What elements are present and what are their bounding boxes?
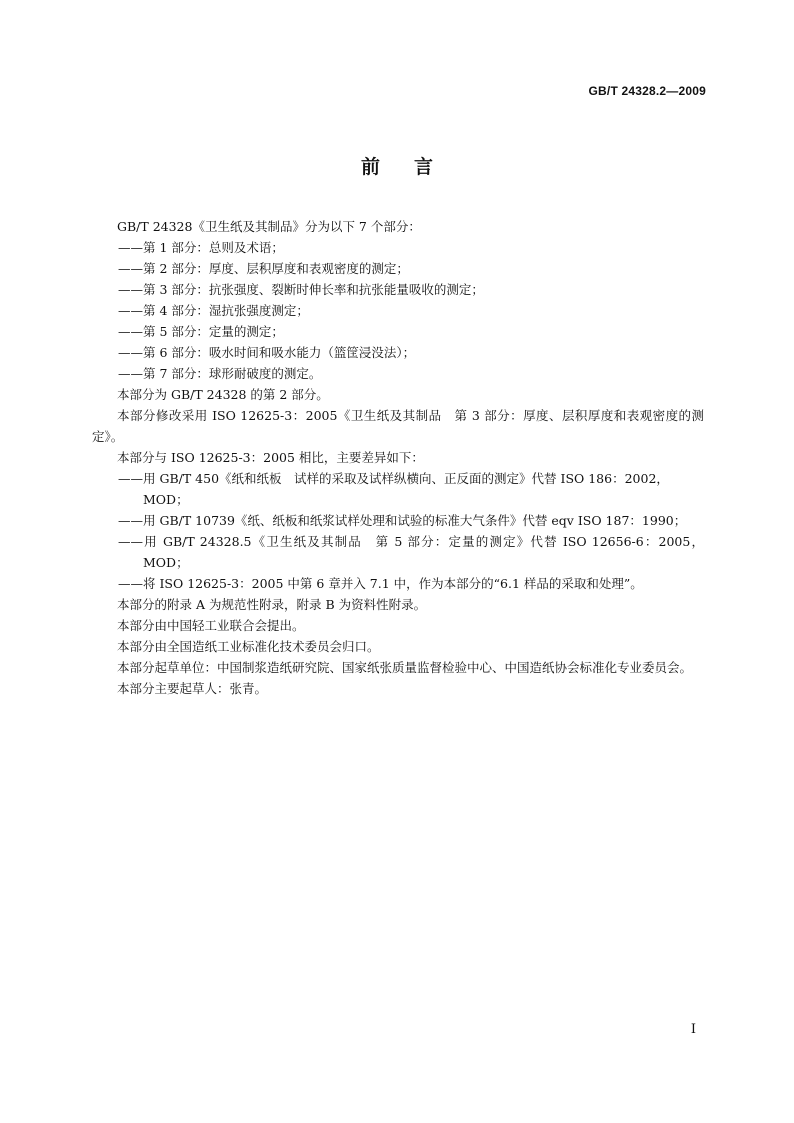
list-item-part-5: ——第 5 部分：定量的测定； [118, 324, 284, 339]
paragraph-differences-intro: 本部分与 ISO 12625-3：2005 相比，主要差异如下： [117, 450, 424, 465]
paragraph-annexes: 本部分的附录 A 为规范性附录，附录 B 为资料性附录。 [117, 597, 427, 612]
paragraph-drafting-units: 本部分起草单位：中国制浆造纸研究院、国家纸张质量监督检验中心、中国造纸协会标准化专业委员会。 [117, 660, 693, 675]
page-title: 前言 [360, 156, 467, 178]
page-number: I [690, 1022, 696, 1037]
list-item-difference-3: ——用 GB/T 24328.5《卫生纸及其制品 第 5 部分：定量的测定》代替 ISO 12656-6：2005，MOD； [118, 534, 704, 570]
list-item-part-3: ——第 3 部分：抗张强度、裂断时伸长率和抗张能量吸收的测定； [118, 282, 484, 297]
list-item-part-2: ——第 2 部分：厚度、层积厚度和表观密度的测定； [118, 261, 409, 276]
list-item-part-7: ——第 7 部分：球形耐破度的测定。 [118, 366, 322, 381]
paragraph-under-jurisdiction: 本部分由全国造纸工业标准化技术委员会归口。 [117, 639, 380, 654]
list-item-part-4: ——第 4 部分：湿抗张强度测定； [118, 303, 309, 318]
standard-number: GB/T 24328.2—2009 [588, 84, 706, 98]
list-item-part-1: ——第 1 部分：总则及术语； [118, 240, 284, 255]
paragraph-adoption: 本部分修改采用 ISO 12625-3：2005《卫生纸及其制品 第 3 部分：厚度、层积厚度和表观密度的测定》。 [92, 408, 704, 444]
list-item-difference-1: ——用 GB/T 450《纸和纸板 试样的采取及试样纵横向、正反面的测定》代替 ISO 186：2002，MOD； [118, 471, 669, 507]
list-item-part-6: ——第 6 部分：吸水时间和吸水能力（篮筐浸没法）； [118, 345, 416, 360]
foreword-body [92, 216, 704, 699]
paragraph-parts-intro: GB/T 24328《卫生纸及其制品》分为以下 7 个部分： [117, 219, 421, 234]
paragraph-proposed-by: 本部分由中国轻工业联合会提出。 [117, 618, 305, 633]
list-item-difference-2: ——用 GB/T 10739《纸、纸板和纸浆试样处理和试验的标准大气条件》代替 eqv ISO 187：1990； [118, 513, 687, 528]
paragraph-drafters: 本部分主要起草人：张青。 [117, 681, 268, 696]
paragraph-this-part: 本部分为 GB/T 24328 的第 2 部分。 [117, 387, 329, 402]
list-item-difference-4: ——将 ISO 12625-3：2005 中第 6 章并入 7.1 中，作为本部分的“6.1 样品的采取和处理”。 [118, 576, 643, 591]
